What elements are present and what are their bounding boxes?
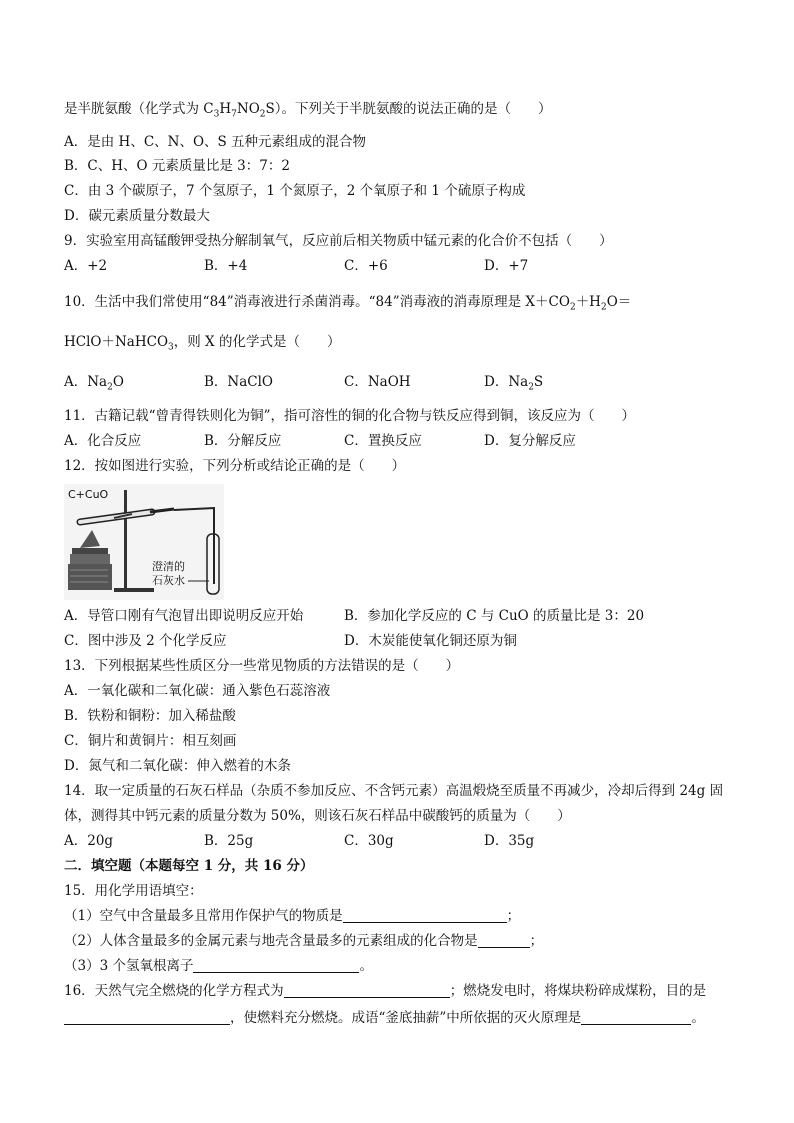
q10-option-b: B．NaClO	[204, 374, 273, 390]
q15-stem: 15．用化学用语填空：	[64, 883, 203, 899]
q13-option-d: D．氮气和二氧化碳：伸入燃着的木条	[64, 758, 291, 774]
q8-stem: 是半胱氨酸（化学式为 $C_3H_7NO_2S$）。下列关于半胱氨酸的说法正确的是（ ）	[64, 101, 552, 120]
q10-option-d: D．$Na_2S$	[484, 374, 544, 393]
answer-blank[interactable]	[193, 958, 359, 973]
q11-option-d: D．复分解反应	[484, 433, 576, 449]
q8-option-d: D．碳元素质量分数最大	[64, 208, 210, 224]
q9-option-a: A．+2	[64, 258, 108, 274]
answer-blank[interactable]	[284, 983, 450, 998]
q8-option-c: C．由 3 个碳原子，7 个氢原子，1 个氮原子，2 个氧原子和 1 个硫原子构成	[64, 183, 526, 199]
q10-stem-line2: HClO＋NaHCO$_3$，则 X 的化学式是（ ）	[64, 334, 341, 353]
answer-blank[interactable]	[64, 1010, 230, 1025]
q14-option-b: B．25g	[204, 833, 254, 849]
q12-option-d: D．木炭能使氧化铜还原为铜	[344, 633, 517, 649]
figure-label-limewater-2: 石灰水	[152, 574, 185, 587]
q12-option-c: C．图中涉及 2 个化学反应	[64, 633, 227, 649]
q10-stem: 10．生活中我们常使用“84”消毒液进行杀菌消毒。“84”消毒液的消毒原理是 $X+CO_2+H_2O=$	[64, 294, 632, 313]
q14-stem-line1: 14．取一定质量的石灰石样品（杂质不参加反应、不含钙元素）高温煅烧至质量不再减少，冷却后得到 24g 固	[64, 783, 724, 799]
section-title: 二．填空题（本题每空 1 分，共 16 分）	[64, 858, 314, 874]
q9-stem: 9．实验室用高锰酸钾受热分解制氧气，反应前后相关物质中锰元素的化合价不包括（ ）	[64, 233, 613, 249]
iron-stand-rod	[124, 490, 127, 590]
q14-stem-line2: 体，测得其中钙元素的质量分数为 50%，则该石灰石样品中碳酸钙的质量为（ ）	[64, 808, 571, 824]
q13-option-a: A．一氧化碳和二氧化碳：通入紫色石蕊溶液	[64, 683, 331, 699]
figure-label-c-cuo: C+CuO	[68, 488, 109, 501]
answer-blank[interactable]	[478, 933, 530, 948]
lamp-body	[68, 564, 112, 590]
q12-option-a: A．导管口刚有气泡冒出即说明反应开始	[64, 608, 304, 624]
lamp-cap	[72, 548, 108, 554]
q9-option-b: B．+4	[204, 258, 248, 274]
q11-option-c: C．置换反应	[344, 433, 422, 449]
iron-stand-base	[114, 588, 154, 592]
q14-option-c: C．30g	[344, 833, 394, 849]
q11-stem: 11．古籍记载“曾青得铁则化为铜”，指可溶性的铜的化合物与铁反应得到铜，该反应为（ ）	[64, 408, 635, 424]
experiment-figure	[64, 484, 224, 600]
q16-line2: ，使燃料充分燃烧。成语“釜底抽薪”中所依据的灭火原理是 。	[64, 1009, 705, 1027]
q15-sub1: （1）空气中含量最多且常用作保护气的物质是 ；	[64, 908, 521, 924]
q14-option-d: D．35g	[484, 833, 535, 849]
q8-option-b: B．C、H、O 元素质量比是 3：7：2	[64, 158, 290, 174]
q9-option-c: C．+6	[344, 258, 388, 274]
q8-option-a: A．是由 H、C、N、O、S 五种元素组成的混合物	[64, 134, 367, 150]
q14-option-a: A．20g	[64, 833, 114, 849]
q10-option-c: C．NaOH	[344, 374, 411, 390]
q11-option-a: A．化合反应	[64, 433, 142, 449]
q12-option-b: B．参加化学反应的 C 与 CuO 的质量比是 3：20	[344, 608, 645, 624]
q13-stem: 13．下列根据某些性质区分一些常见物质的方法错误的是（ ）	[64, 658, 460, 674]
q15-sub2: （2）人体含量最多的金属元素与地壳含量最多的元素组成的化合物是 ；	[64, 933, 544, 949]
q9-option-d: D．+7	[484, 258, 529, 274]
answer-blank[interactable]	[343, 908, 507, 923]
q15-sub3: （3）3 个氢氧根离子 。	[64, 958, 373, 974]
q16-line1: 16．天然气完全燃烧的化学方程式为 ；燃烧发电时，将煤块粉碎成煤粉，目的是	[64, 983, 707, 999]
q12-stem: 12．按如图进行实验，下列分析或结论正确的是（ ）	[64, 458, 406, 474]
q10-option-a: A．$Na_2O$	[64, 374, 124, 393]
q11-option-b: B．分解反应	[204, 433, 282, 449]
answer-blank[interactable]	[581, 1010, 691, 1025]
figure-label-limewater-1: 澄清的	[152, 560, 185, 573]
q13-option-b: B．铁粉和铜粉：加入稀盐酸	[64, 708, 236, 724]
lamp-neck	[70, 554, 110, 564]
q13-option-c: C．铜片和黄铜片：相互刻画	[64, 733, 237, 749]
